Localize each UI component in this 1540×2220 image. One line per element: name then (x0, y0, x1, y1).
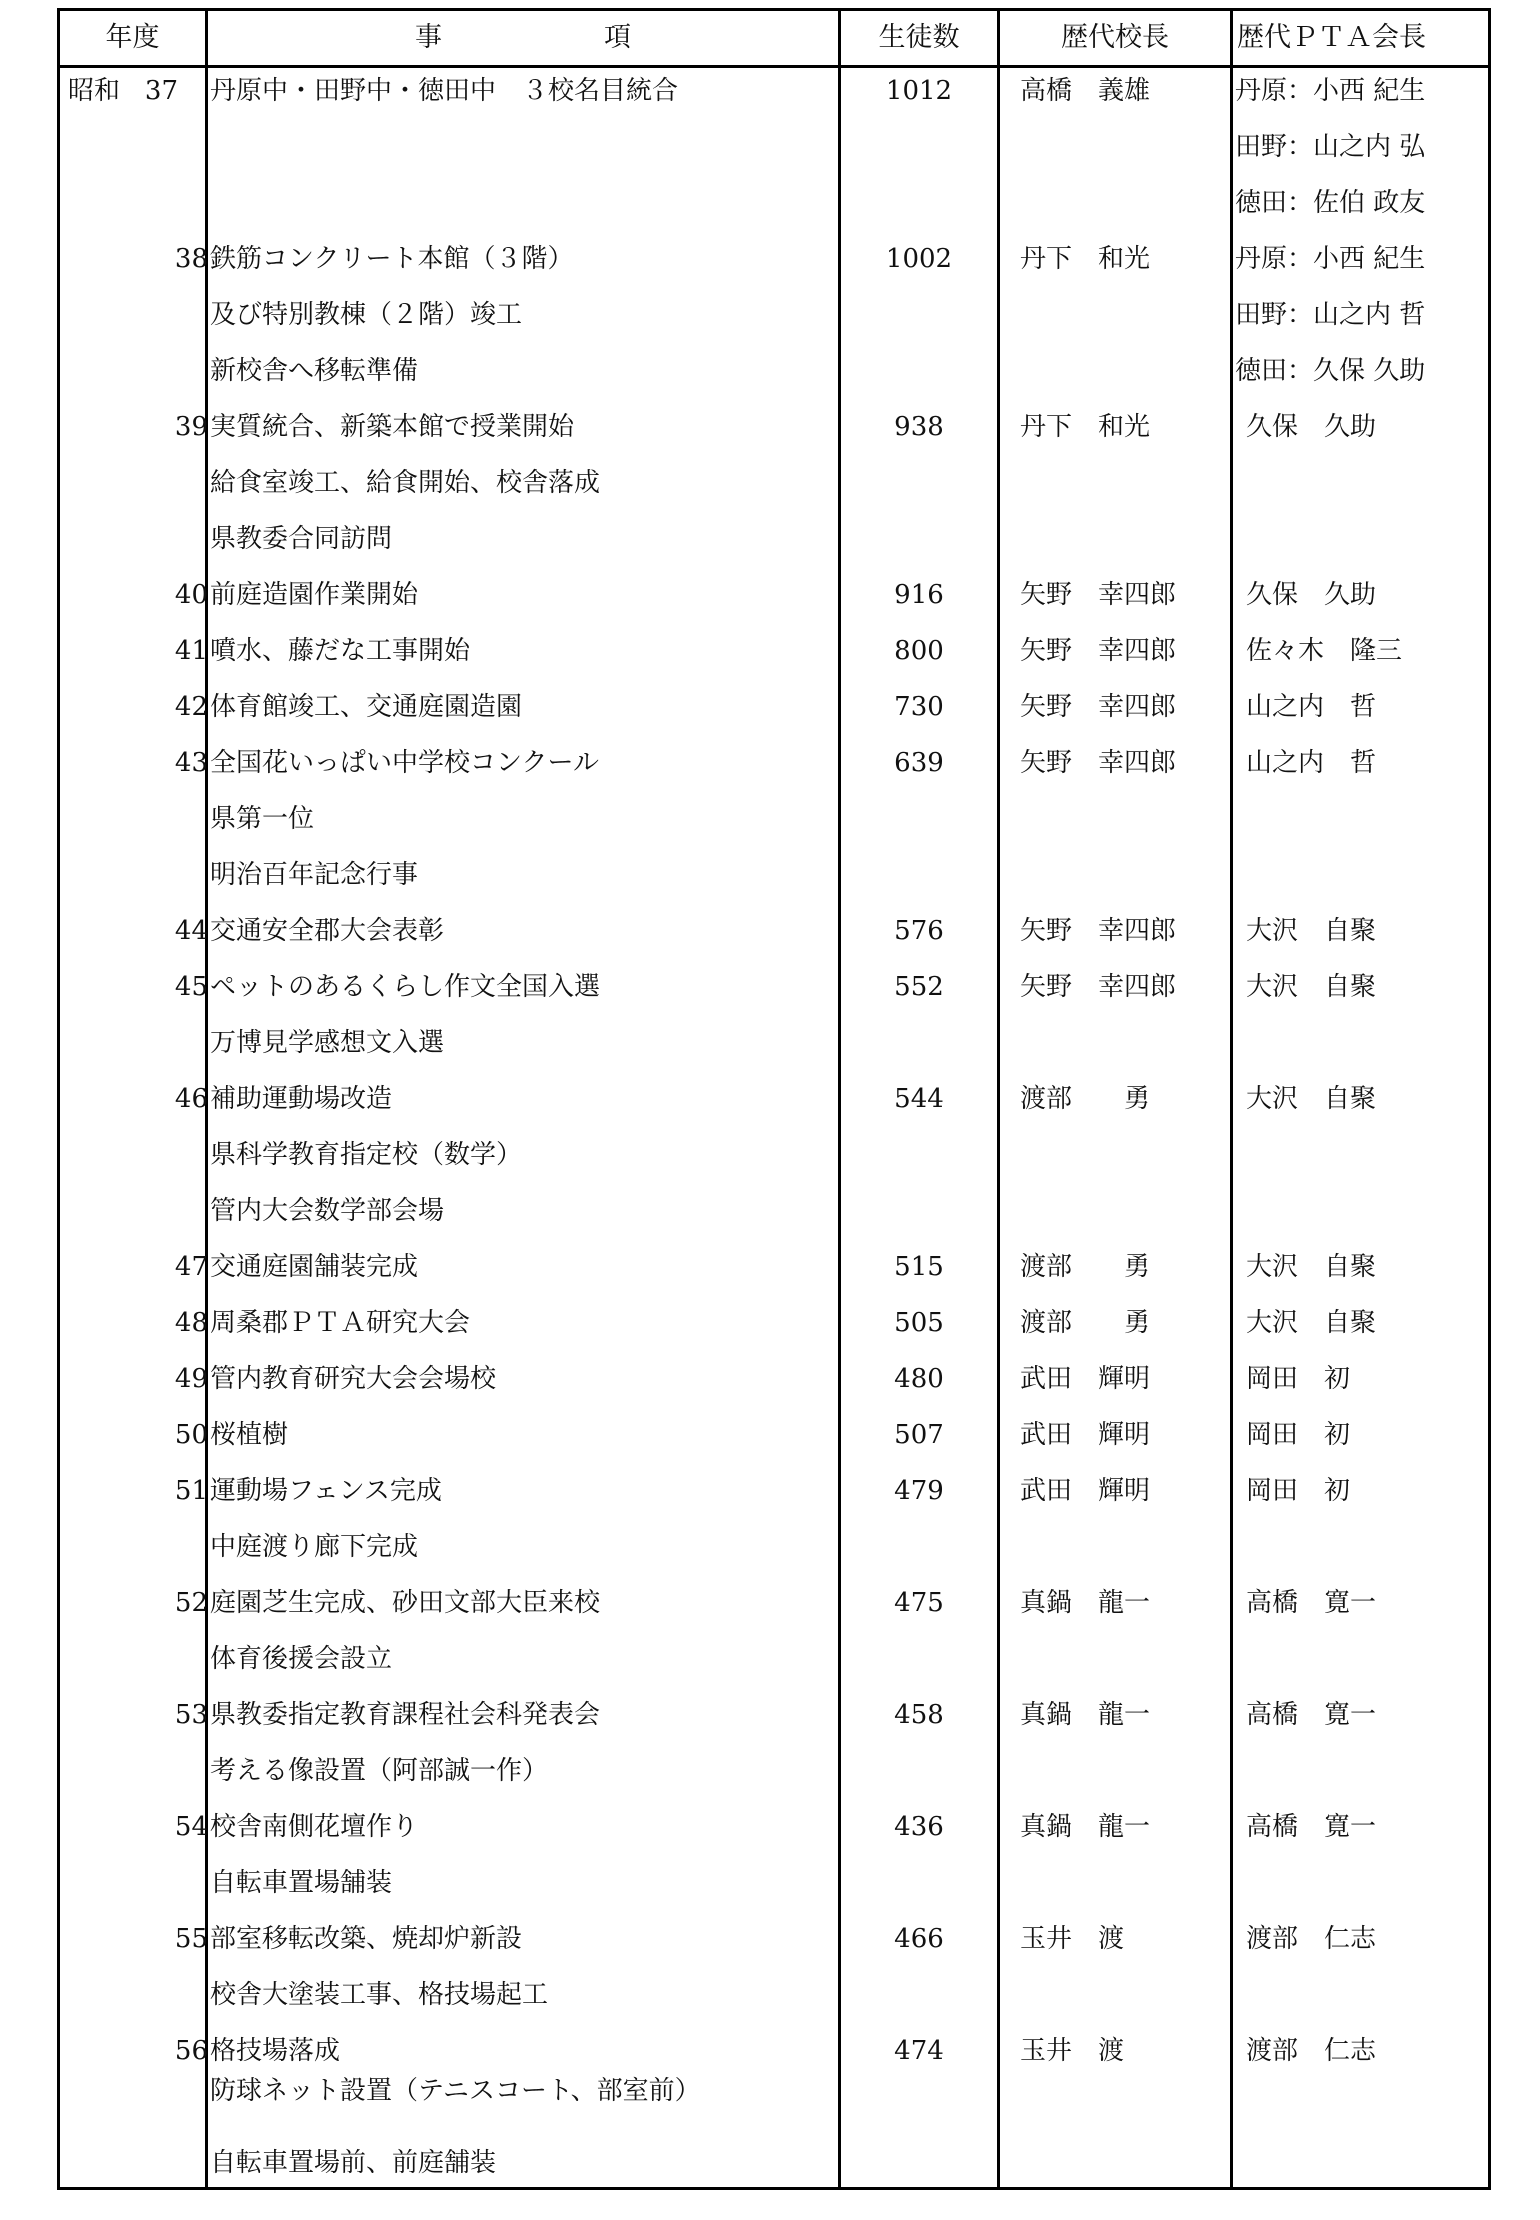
header-students: 生徒数 (878, 22, 960, 53)
pta-president-cell: 高橋 寛一 (1246, 1812, 1377, 1842)
student-count-cell: 436 (894, 1812, 944, 1842)
pta-president-cell: 岡田 初 (1246, 1364, 1351, 1394)
header-principal: 歴代校長 (1061, 22, 1169, 53)
principal-cell: 渡部 勇 (1020, 1308, 1151, 1338)
student-count-cell: 552 (894, 972, 944, 1002)
pta-president-cell: 高橋 寛一 (1246, 1588, 1377, 1618)
event-cell: 交通庭園舗装完成 (210, 1252, 419, 1282)
year-cell: 55 (174, 1924, 208, 1954)
principal-cell: 矢野 幸四郎 (1020, 916, 1177, 946)
principal-cell: 玉井 渡 (1020, 2036, 1125, 2066)
student-count-cell: 1012 (885, 76, 953, 106)
event-cell: 実質統合、新築本館で授業開始 (210, 412, 575, 442)
year-cell: 47 (174, 1252, 208, 1282)
event-cell: 鉄筋コンクリート本館（３階） (210, 244, 574, 274)
principal-cell: 武田 輝明 (1020, 1476, 1151, 1506)
student-count-cell: 544 (894, 1084, 944, 1114)
event-cell: 県教委指定教育課程社会科発表会 (210, 1700, 601, 1730)
pta-president-cell: 高橋 寛一 (1246, 1700, 1377, 1730)
event-cell: 交通安全郡大会表彰 (210, 916, 445, 946)
principal-cell: 高橋 義雄 (1020, 76, 1151, 106)
event-cell: 中庭渡り廊下完成 (210, 1532, 419, 1562)
pta-president-cell: 久保 久助 (1246, 412, 1377, 442)
student-count-cell: 475 (894, 1588, 944, 1618)
column-divider (1230, 11, 1233, 2187)
year-cell: 37 (144, 76, 178, 106)
year-cell: 45 (174, 972, 208, 1002)
year-cell: 52 (174, 1588, 208, 1618)
student-count-cell: 639 (894, 748, 944, 778)
pta-president-cell: 丹原：小西 紀生 (1235, 76, 1426, 106)
event-cell: 体育館竣工、交通庭園造園 (210, 692, 523, 722)
principal-cell: 真鍋 龍一 (1020, 1812, 1151, 1842)
header-divider (60, 65, 1488, 68)
event-cell: ペットのあるくらし作文全国入選 (210, 972, 601, 1002)
event-cell: 自転車置場前、前庭舗装 (210, 2148, 497, 2178)
event-cell: 運動場フェンス完成 (210, 1476, 442, 1506)
student-count-cell: 800 (894, 636, 944, 666)
principal-cell: 丹下 和光 (1020, 412, 1151, 442)
header-pta: 歴代ＰＴＡ会長 (1237, 22, 1426, 53)
student-count-cell: 515 (894, 1252, 944, 1282)
principal-cell: 矢野 幸四郎 (1020, 972, 1177, 1002)
pta-president-cell: 岡田 初 (1246, 1476, 1351, 1506)
year-cell: 46 (174, 1084, 208, 1114)
event-cell: 自転車置場舗装 (210, 1868, 393, 1898)
principal-cell: 矢野 幸四郎 (1020, 692, 1177, 722)
event-cell: 桜植樹 (210, 1420, 289, 1450)
student-count-cell: 480 (894, 1364, 944, 1394)
year-cell: 50 (174, 1420, 208, 1450)
pta-president-cell: 山之内 哲 (1246, 748, 1377, 778)
year-cell: 56 (174, 2036, 208, 2066)
principal-cell: 真鍋 龍一 (1020, 1700, 1151, 1730)
principal-cell: 矢野 幸四郎 (1020, 580, 1177, 610)
event-cell: 丹原中・田野中・徳田中 ３校名目統合 (210, 76, 679, 106)
event-cell: 管内教育研究大会会場校 (210, 1364, 497, 1394)
year-cell: 53 (174, 1700, 208, 1730)
year-cell: 54 (174, 1812, 208, 1842)
event-cell: 格技場落成 (210, 2036, 341, 2066)
event-cell: 県第一位 (210, 804, 315, 834)
year-cell: 43 (174, 748, 208, 778)
event-cell: 校舎南側花壇作り (210, 1812, 419, 1842)
event-cell: 及び特別教棟（２階）竣工 (210, 300, 523, 330)
student-count-cell: 474 (894, 2036, 944, 2066)
pta-president-cell: 徳田：久保 久助 (1235, 356, 1426, 386)
student-count-cell: 505 (894, 1308, 944, 1338)
year-cell: 42 (174, 692, 208, 722)
principal-cell: 丹下 和光 (1020, 244, 1151, 274)
student-count-cell: 938 (894, 412, 944, 442)
principal-cell: 渡部 勇 (1020, 1252, 1151, 1282)
year-cell: 40 (174, 580, 208, 610)
event-cell: 県教委合同訪問 (210, 524, 393, 554)
pta-president-cell: 大沢 自聚 (1246, 1252, 1377, 1282)
student-count-cell: 479 (894, 1476, 944, 1506)
event-cell: 給食室竣工、給食開始、校舎落成 (210, 468, 601, 498)
event-cell: 防球ネット設置（テニスコート、部室前） (210, 2076, 701, 2106)
student-count-cell: 466 (894, 1924, 944, 1954)
year-cell: 38 (174, 244, 208, 274)
principal-cell: 真鍋 龍一 (1020, 1588, 1151, 1618)
header-year: 年度 (105, 22, 160, 53)
event-cell: 管内大会数学部会場 (210, 1196, 445, 1226)
column-divider (997, 11, 1000, 2187)
principal-cell: 矢野 幸四郎 (1020, 748, 1177, 778)
student-count-cell: 576 (894, 916, 944, 946)
pta-president-cell: 久保 久助 (1246, 580, 1377, 610)
year-cell: 44 (174, 916, 208, 946)
pta-president-cell: 丹原：小西 紀生 (1235, 244, 1426, 274)
event-cell: 県科学教育指定校（数学） (210, 1140, 523, 1170)
principal-cell: 玉井 渡 (1020, 1924, 1125, 1954)
pta-president-cell: 渡部 仁志 (1246, 1924, 1377, 1954)
event-cell: 補助運動場改造 (210, 1084, 393, 1114)
event-cell: 考える像設置（阿部誠一作） (210, 1756, 549, 1786)
event-cell: 明治百年記念行事 (210, 860, 419, 890)
event-cell: 噴水、藤だな工事開始 (210, 636, 471, 666)
principal-cell: 渡部 勇 (1020, 1084, 1151, 1114)
pta-president-cell: 大沢 自聚 (1246, 916, 1377, 946)
principal-cell: 武田 輝明 (1020, 1420, 1151, 1450)
event-cell: 体育後援会設立 (210, 1644, 393, 1674)
pta-president-cell: 岡田 初 (1246, 1420, 1351, 1450)
pta-president-cell: 徳田：佐伯 政友 (1235, 188, 1426, 218)
year-cell: 51 (174, 1476, 208, 1506)
pta-president-cell: 渡部 仁志 (1246, 2036, 1377, 2066)
event-cell: 庭園芝生完成、砂田文部大臣来校 (210, 1588, 601, 1618)
pta-president-cell: 大沢 自聚 (1246, 1308, 1377, 1338)
pta-president-cell: 佐々木 隆三 (1246, 636, 1403, 666)
pta-president-cell: 山之内 哲 (1246, 692, 1377, 722)
student-count-cell: 507 (894, 1420, 944, 1450)
pta-president-cell: 田野：山之内 哲 (1235, 300, 1426, 330)
event-cell: 万博見学感想文入選 (210, 1028, 445, 1058)
student-count-cell: 916 (894, 580, 944, 610)
principal-cell: 矢野 幸四郎 (1020, 636, 1177, 666)
year-cell: 49 (174, 1364, 208, 1394)
event-cell: 校舎大塗装工事、格技場起工 (210, 1980, 549, 2010)
event-cell: 新校舎へ移転準備 (210, 356, 419, 386)
event-cell: 前庭造園作業開始 (210, 580, 419, 610)
year-cell: 41 (174, 636, 208, 666)
era-label: 昭和 (68, 76, 121, 106)
school-history-table (57, 8, 1491, 2190)
student-count-cell: 1002 (885, 244, 953, 274)
event-cell: 部室移転改築、焼却炉新設 (210, 1924, 523, 1954)
pta-president-cell: 大沢 自聚 (1246, 972, 1377, 1002)
principal-cell: 武田 輝明 (1020, 1364, 1151, 1394)
student-count-cell: 730 (894, 692, 944, 722)
event-cell: 全国花いっぱい中学校コンクール (210, 748, 599, 778)
header-event: 事 項 (415, 22, 631, 53)
pta-president-cell: 大沢 自聚 (1246, 1084, 1377, 1114)
year-cell: 39 (174, 412, 208, 442)
student-count-cell: 458 (894, 1700, 944, 1730)
event-cell: 周桑郡ＰＴＡ研究大会 (210, 1308, 471, 1338)
pta-president-cell: 田野：山之内 弘 (1235, 132, 1426, 162)
year-cell: 48 (174, 1308, 208, 1338)
